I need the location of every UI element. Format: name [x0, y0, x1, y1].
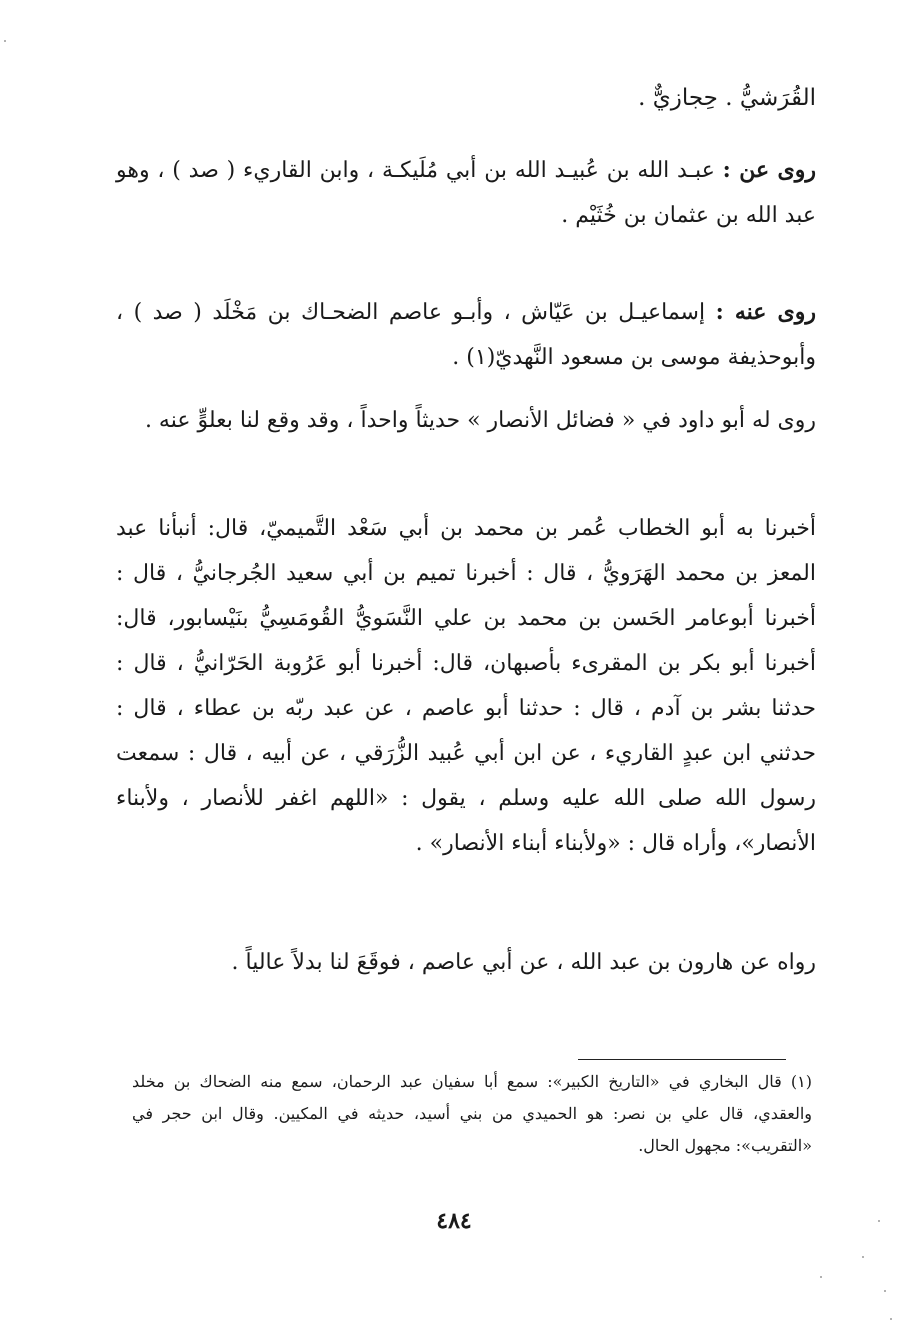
scan-speck	[862, 1256, 864, 1258]
abu-dawud-paragraph: روى له أبو داود في « فضائل الأنصار » حديثاً واحداً ، وقد وقع لنا بعلوٍّ عنه .	[144, 408, 816, 433]
narrated-from-paragraph	[116, 148, 816, 238]
narrated-by-label: روى عنه :	[715, 299, 816, 325]
opening-line: القُرَشيُّ . حِجازيٌّ .	[638, 85, 816, 111]
scan-speck	[820, 1276, 822, 1278]
footnote-separator	[578, 1059, 786, 1060]
closing-paragraph: رواه عن هارون بن عبد الله ، عن أبي عاصم ، فوقَعَ لنا بدلاً عالياً .	[231, 950, 816, 975]
isnad-paragraph: أخبرنا به أبو الخطاب عُمر بن محمد بن أبي سَعْد التَّميميّ، قال: أنبأنا عبد المعز بن محمد الهَرَويُّ ، قال : أخبرنا تميم بن أبي سعيد الجُرجانيُّ ، قال : أخبرنا أبوعامر الحَسن بن محمد بن علي النَّسَويُّ القُومَسِيُّ بنَيْسابور، قال: أخبرنا أبو بكر بن المقرىء بأصبهان، قال: أخبرنا أبو عَرُوبة الحَرّانيُّ ، قال : حدثنا بشر بن آدم ، قال : حدثنا أبو عاصم ، عن عبد ربّه بن عطاء ، قال : حدثني ابن عبدٍ القاريء ، عن ابن أبي عُبيد الزُّرَقي ، عن أبيه ، قال : سمعت رسول الله صلى الله عليه وسلم ، يقول : «اللهم اغفر للأنصار ، ولأبناء الأنصار»، وأراه قال : «ولأبناء أبناء الأنصار» .	[116, 516, 816, 856]
footnote: (١) قال البخاري في «التاريخ الكبير»: سمع أبا سفيان عبد الرحمان، سمع منه الضحاك بن مخلد والعقدي، قال علي بن نصر: هو الحميدي من بني أسيد، حديثه في المكيين. وقال ابن حجر في «التقريب»: مجهول الحال.	[132, 1072, 812, 1155]
scan-speck	[878, 1220, 880, 1222]
scan-speck	[884, 1290, 886, 1292]
narrated-from-text: عبـد الله بن عُبيـد الله بن أبي مُلَيكـة ، وابن القاريء ( صد ) ، وهو عبد الله بن عثمان بن خُثَيْم .	[116, 158, 816, 228]
scan-speck	[4, 40, 6, 42]
narrated-from-label: روى عن :	[722, 157, 816, 183]
page-number: ٤٨٤	[436, 1208, 472, 1234]
scan-speck	[890, 1318, 892, 1320]
narrated-by-paragraph	[116, 290, 816, 380]
narrated-by-text: إسماعيـل بن عَيّاش ، وأبـو عاصم الضحـاك بن مَخْلَد ( صد ) ، وأبوحذيفة موسى بن مسعود النَّهديّ(١) .	[116, 300, 816, 370]
